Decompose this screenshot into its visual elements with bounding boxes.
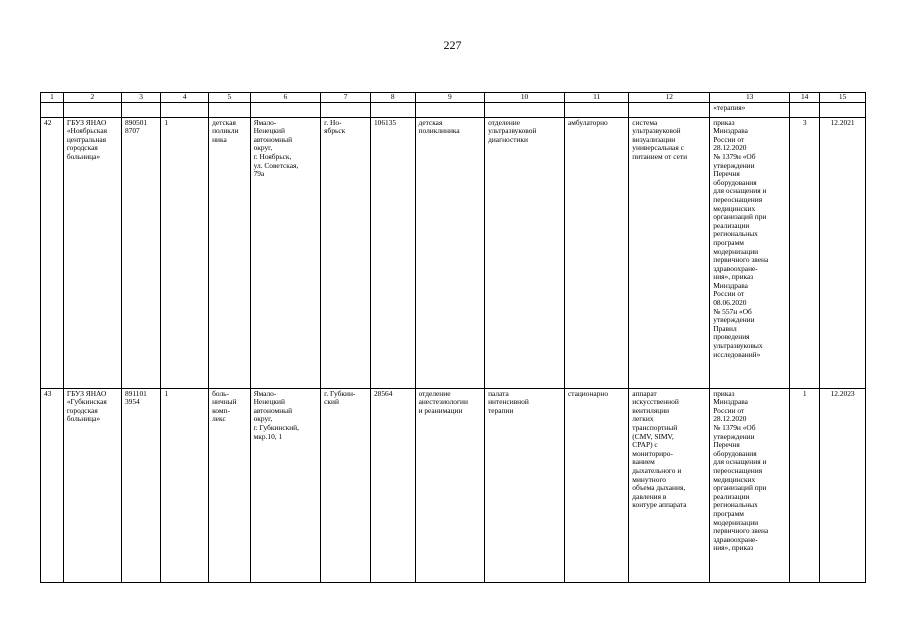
cell-col1: 42	[41, 117, 64, 388]
cell-line: комп-	[212, 405, 230, 415]
column-header-2: 2	[63, 93, 121, 103]
cell-col15: 12.2023	[820, 388, 866, 582]
cell-line: диагностики	[488, 134, 528, 144]
cell-line: реализации	[713, 491, 750, 501]
cell-line: утверждении	[713, 160, 755, 170]
cell-col2	[63, 117, 121, 388]
cell-line: проведения	[713, 332, 750, 342]
continuation-row	[41, 102, 866, 117]
cell-line: палата	[488, 388, 509, 398]
cell-line: ГБУЗ ЯНАО	[66, 388, 107, 398]
cell-line: детская	[212, 117, 236, 127]
cell-line: приказ	[713, 117, 735, 127]
cell-line: ничный	[212, 397, 237, 407]
cell-line: 28.12.2020	[713, 414, 747, 424]
cell-line: ул. Советская,	[253, 160, 299, 170]
cell-line: городская	[66, 143, 98, 153]
cell-line: давления в	[632, 491, 667, 501]
cell-line: ника	[212, 134, 227, 144]
column-header-6: 6	[250, 93, 321, 103]
cell-line: «Ноябрьская	[66, 126, 108, 136]
cell-line: оборудования	[713, 177, 757, 187]
cell-line: анестезиологии	[418, 397, 468, 407]
cell-line: округ,	[253, 414, 273, 424]
cell-line: Перечня	[713, 440, 740, 450]
table-row	[41, 388, 866, 582]
cell-col15: 12.2021	[820, 117, 866, 388]
cell-col5	[209, 117, 251, 388]
cell-line: Ненецкий	[253, 397, 285, 407]
cell-line: для оснащения и	[713, 457, 767, 467]
cell-col13	[710, 388, 790, 582]
cell-line: универсальная с	[632, 143, 684, 153]
cell-line: ванием	[632, 457, 655, 467]
cell-line: ультразвуковой	[632, 126, 681, 136]
column-header-5: 5	[209, 93, 251, 103]
cell-line: лекс	[212, 414, 226, 424]
cell-line: контуре аппарата	[632, 500, 687, 510]
cell-line: России от	[713, 289, 745, 299]
cell-line: медицинских	[713, 203, 756, 213]
cell-line: утверждении	[713, 315, 755, 325]
cell-line: переоснащения	[713, 194, 763, 204]
cell-line: Ненецкий	[253, 126, 285, 136]
page-number: 227	[443, 38, 462, 52]
cell-line: для оснащения и	[713, 186, 767, 196]
cell-line: 08.06.2020	[713, 298, 747, 308]
cell-line: вентиляции	[632, 405, 670, 415]
cell-line: визуализации	[632, 134, 676, 144]
cell-line: программ	[713, 508, 744, 518]
cell-col12	[629, 117, 710, 388]
cell-line: Минздрава	[713, 397, 748, 407]
cell-line: № 557н «Об	[713, 306, 752, 316]
cell-col8: 106135	[370, 117, 415, 388]
cell-line: переоснащения	[713, 465, 763, 475]
cell-line: г. Губкин-	[324, 388, 356, 398]
cell-line: № 1379н «Об	[713, 422, 756, 432]
cell-line: г. Но-	[324, 117, 342, 127]
cell-col14: 1	[790, 388, 820, 582]
cell-line: объема дыхания,	[632, 483, 686, 493]
cell-col3	[121, 117, 160, 388]
cell-col11: амбулаторно	[564, 117, 628, 388]
cell-line: минутного	[632, 474, 667, 484]
column-header-15: 15	[820, 93, 866, 103]
cell-col7	[321, 388, 371, 582]
cell-line: детская	[418, 117, 443, 127]
cell-line: ГБУЗ ЯНАО	[66, 117, 107, 127]
cell-line: Ямало-	[253, 388, 277, 398]
cell-line: модернизации	[713, 517, 759, 527]
cell-line: система	[632, 117, 658, 127]
column-header-9: 9	[415, 93, 485, 103]
cell-line: дыхательного и	[632, 465, 682, 475]
cell-line: искусственной	[632, 397, 679, 407]
cell-col9	[415, 117, 485, 388]
cell-line: приказ	[713, 388, 735, 398]
cell-line: округ,	[253, 143, 273, 153]
cell-line: поликлиника	[418, 126, 460, 136]
cell-line: 890501	[124, 117, 148, 127]
column-header-13: 13	[710, 93, 790, 103]
cell-line: «Губкинская	[66, 397, 107, 407]
cell-line: боль-	[212, 388, 229, 398]
cell-line: ультразвуковых	[713, 341, 763, 351]
cell-line: мониториро-	[632, 448, 673, 458]
cell-col4: 1	[161, 117, 209, 388]
cell-line: исследований»	[713, 349, 761, 359]
cell-col4: 1	[161, 388, 209, 582]
cell-line: Минздрава	[713, 126, 748, 136]
cell-line: автономный	[253, 134, 293, 144]
cell-line: автономный	[253, 405, 293, 415]
cell-line: интенсивной	[488, 397, 529, 407]
cell-line: 891101	[124, 388, 147, 398]
cell-line: легких	[632, 414, 654, 424]
cell-line: больница»	[66, 151, 101, 161]
cell-line: Перечня	[713, 169, 740, 179]
cell-line: г. Губкинский,	[253, 422, 299, 432]
cell-col12	[629, 388, 710, 582]
cell-line: отделение	[418, 388, 451, 398]
column-header-8: 8	[370, 93, 415, 103]
cell-col2	[63, 388, 121, 582]
cell-line: Правил	[713, 323, 737, 333]
cell-line: программ	[713, 237, 744, 247]
cell-line: модернизации	[713, 246, 759, 256]
cell-line: 79а	[253, 169, 265, 179]
cell-col9	[415, 388, 485, 582]
cell-line: 3954	[124, 397, 140, 407]
cell-col10	[485, 117, 565, 388]
cell-line: 8707	[124, 126, 140, 136]
cell-col8: 28564	[370, 388, 415, 582]
cell-line: 28.12.2020	[713, 143, 747, 153]
cell-line: аппарат	[632, 388, 657, 398]
cell-line: России от	[713, 134, 745, 144]
column-header-10: 10	[485, 93, 565, 103]
cell-line: ский	[324, 397, 339, 407]
cell-line: городская	[66, 405, 98, 415]
cell-line: поликли	[212, 126, 239, 136]
cell-line: CPAP) с	[632, 440, 658, 450]
cell-line: первичного звена	[713, 526, 769, 536]
cell-col5	[209, 388, 251, 582]
cell-col11: стационарно	[564, 388, 628, 582]
cell-line: центральная	[66, 134, 107, 144]
cell-line: № 1379н «Об	[713, 151, 756, 161]
column-header-1: 1	[41, 93, 64, 103]
column-header-4: 4	[161, 93, 209, 103]
cell-line: ультразвуковой	[488, 126, 537, 136]
column-header-7: 7	[321, 93, 371, 103]
cell-line: первичного звена	[713, 255, 769, 265]
cell-line: здравоохране-	[713, 263, 758, 273]
cell-line: Минздрава	[713, 280, 748, 290]
column-header-3: 3	[121, 93, 160, 103]
cell-col1: 43	[41, 388, 64, 582]
continuation-cell: «терапия»	[710, 102, 790, 117]
cell-line: организаций при	[713, 483, 767, 493]
cell-line: отделение	[488, 117, 521, 127]
cell-line: и реанимации	[418, 405, 463, 415]
cell-line: питанием от сети	[632, 151, 688, 161]
column-header-14: 14	[790, 93, 820, 103]
cell-line: организаций при	[713, 212, 767, 222]
cell-line: Ямало-	[253, 117, 277, 127]
cell-line: больница»	[66, 414, 101, 424]
column-header-12: 12	[629, 93, 710, 103]
cell-line: региональных	[713, 500, 758, 510]
cell-col7	[321, 117, 371, 388]
cell-line: г. Ноябрьск,	[253, 151, 292, 161]
cell-line: транспортный	[632, 422, 678, 432]
cell-col10	[485, 388, 565, 582]
cell-line: терапии	[488, 405, 514, 415]
cell-line: здравоохране-	[713, 534, 758, 544]
header-row	[41, 93, 866, 103]
equipment-register-table	[40, 92, 866, 583]
cell-line: региональных	[713, 229, 758, 239]
cell-line: ния», приказ	[713, 272, 754, 282]
cell-col3	[121, 388, 160, 582]
cell-line: ния», приказ	[713, 543, 754, 553]
cell-line: медицинских	[713, 474, 756, 484]
cell-col6	[250, 388, 321, 582]
cell-line: оборудования	[713, 448, 757, 458]
cell-line: мкр.10, 1	[253, 431, 283, 441]
cell-line: России от	[713, 405, 745, 415]
cell-col14: 3	[790, 117, 820, 388]
column-header-11: 11	[564, 93, 628, 103]
cell-line: утверждении	[713, 431, 755, 441]
cell-col13	[710, 117, 790, 388]
cell-line: реализации	[713, 220, 750, 230]
cell-line: (CMV, SIMV,	[632, 431, 674, 441]
table-row	[41, 117, 866, 388]
cell-col6	[250, 117, 321, 388]
cell-line: ябрьск	[324, 126, 346, 136]
